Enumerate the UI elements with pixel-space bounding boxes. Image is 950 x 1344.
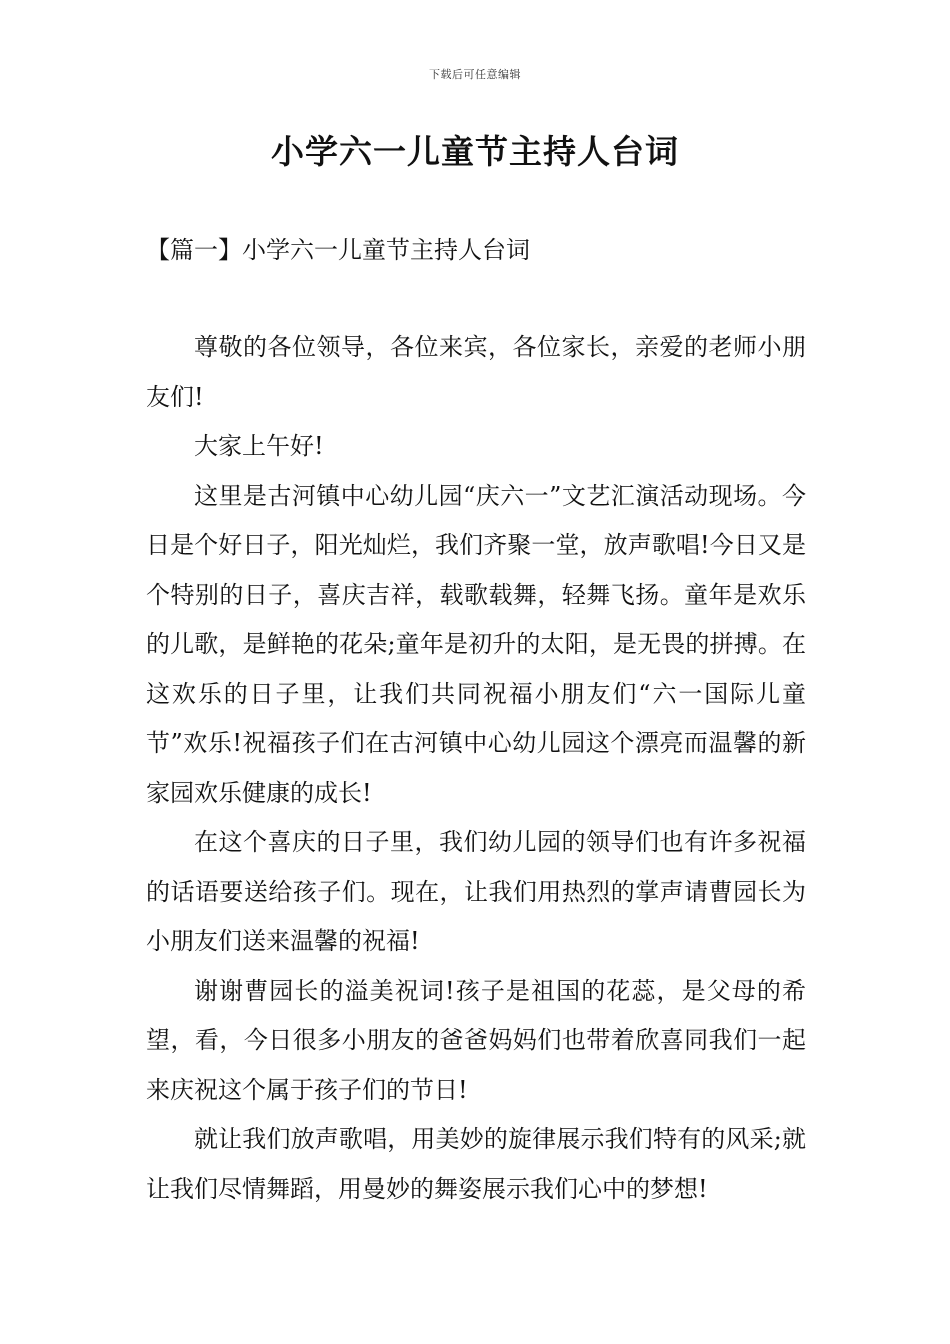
header-note: 下载后可任意编辑 xyxy=(429,68,521,81)
paragraph: 在这个喜庆的日子里，我们幼儿园的领导们也有许多祝福的话语要送给孩子们。现在，让我们用热烈的掌声请曹园长为小朋友们送来温馨的祝福! xyxy=(146,828,806,955)
paragraph: 就让我们放声歌唱，用美妙的旋律展示我们特有的风采;就让我们尽情舞蹈，用曼妙的舞姿展示我们心中的梦想! xyxy=(146,1125,806,1203)
section-heading: 【篇一】小学六一儿童节主持人台词 xyxy=(146,236,530,264)
paragraph: 尊敬的各位领导，各位来宾，各位家长，亲爱的老师小朋友们! xyxy=(146,333,806,411)
paragraph: 这里是古河镇中心幼儿园“庆六一”文艺汇演活动现场。今日是个好日子，阳光灿烂，我们齐聚一堂，放声歌唱!今日又是个特别的日子，喜庆吉祥，载歌载舞，轻舞飞扬。童年是欢乐的儿歌，是鲜艳的花朵;童年是初升的太阳，是无畏的拼搏。在这欢乐的日子里，让我们共同祝福小朋友们“六一国际儿童节”欢乐!祝福孩子们在古河镇中心幼儿园这个漂亮而温馨的新家园欢乐健康的成长! xyxy=(146,481,806,807)
document-title: 小学六一儿童节主持人台词 xyxy=(271,132,679,171)
paragraph: 谢谢曹园长的溢美祝词!孩子是祖国的花蕊，是父母的希望，看，今日很多小朋友的爸爸妈妈们也带着欣喜同我们一起来庆祝这个属于孩子们的节日! xyxy=(146,976,806,1104)
document-body xyxy=(146,323,806,1214)
paragraph: 大家上午好! xyxy=(194,432,324,460)
